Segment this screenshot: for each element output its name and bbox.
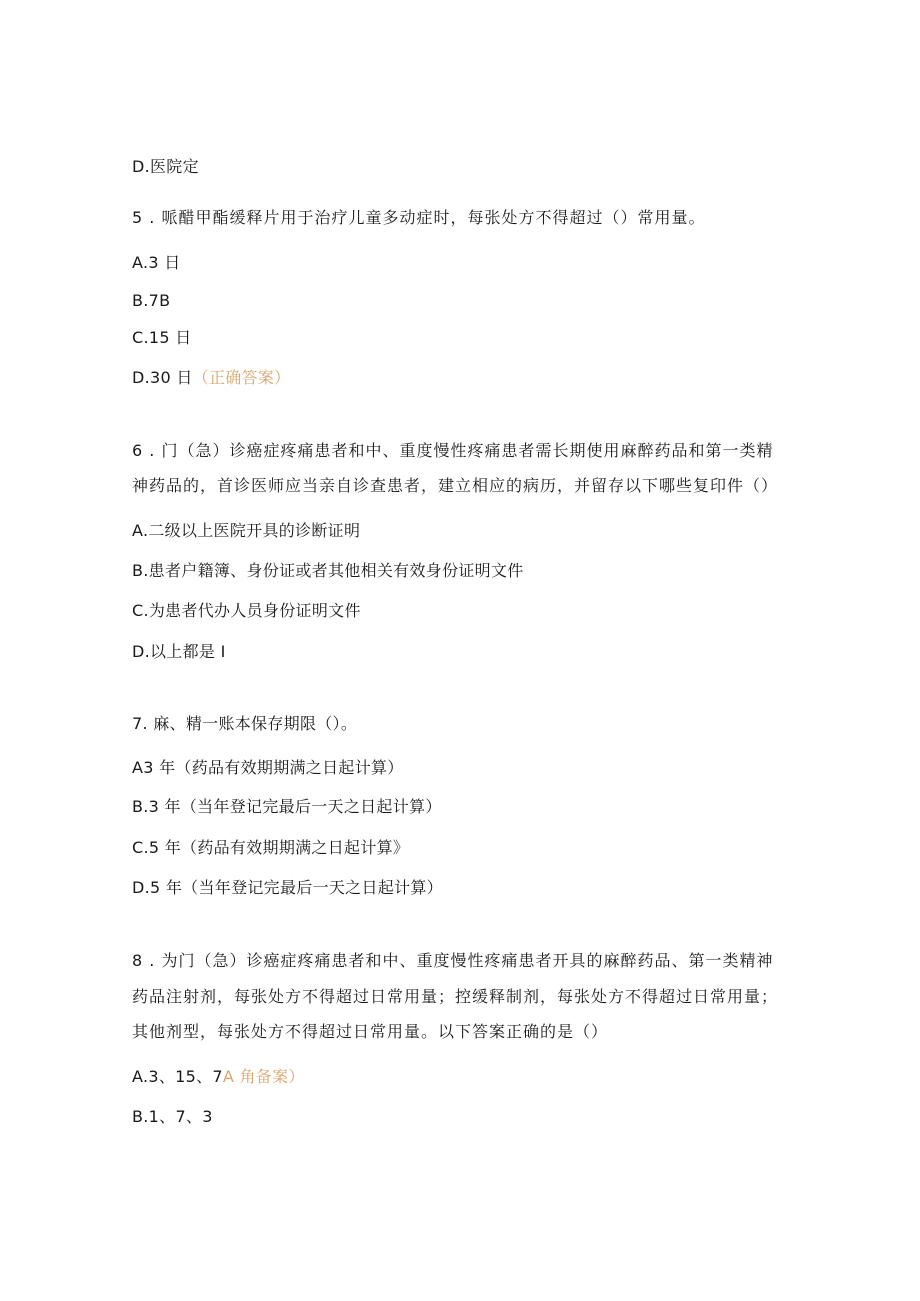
correct-answer-mark: （正确答案） <box>192 368 291 387</box>
q6-option-c: C.为患者代办人员身份证明文件 <box>132 601 361 620</box>
q8-question-line-3: 其他剂型，每张处方不得超过日常用量。以下答案正确的是（） <box>132 1022 609 1041</box>
q6-option-b: B.患者户籍簿、身份证或者其他相关有效身份证明文件 <box>132 561 524 580</box>
q7-option-b: B.3 年（当年登记完最后一天之日起计算） <box>132 797 442 816</box>
q8-option-a: A.3、15、7A 角备案） <box>132 1067 305 1086</box>
q5-option-c: C.15 日 <box>132 328 192 347</box>
q7-option-a: A3 年（药品有效期期满之日起计算） <box>132 758 404 777</box>
q6-option-d: D.以上都是 I <box>132 642 226 661</box>
q6-question-line-2: 神药品的，首诊医师应当亲自诊查患者，建立相应的病历，并留存以下哪些复印件（） <box>132 476 779 495</box>
q8-option-b: B.1、7、3 <box>132 1107 213 1126</box>
correct-answer-mark: A 角备案） <box>222 1067 305 1086</box>
q5-option-d: D.30 日（正确答案） <box>132 368 291 387</box>
q5-option-a: A.3 日 <box>132 253 181 272</box>
q6-option-a: A.二级以上医院开具的诊断证明 <box>132 521 361 540</box>
q8-question-line-1: 8 . 为门（急）诊癌症疼痛患者和中、重度慢性疼痛患者开具的麻醉药品、第一类精神 <box>132 951 774 970</box>
q6-question-line-1: 6 . 门（急）诊癌症疼痛患者和中、重度慢性疼痛患者需长期使用麻醉药品和第一类精 <box>132 441 774 460</box>
q7-question: 7. 麻、精一账本保存期限（）。 <box>132 714 358 733</box>
q5-option-b: B.7B <box>132 291 171 310</box>
q7-option-d: D.5 年（当年登记完最后一天之日起计算） <box>132 878 443 897</box>
q7-option-c: C.5 年（药品有效期期满之日起计算》 <box>132 838 410 857</box>
q8-question-line-2: 药品注射剂，每张处方不得超过日常用量；控缓释制剂，每张处方不得超过日常用量； <box>132 987 779 1006</box>
q5-question: 5 . 哌醋甲酯缓释片用于治疗儿童多动症时，每张处方不得超过（）常用量。 <box>132 208 706 227</box>
q4-option-d: D.医院定 <box>132 157 199 176</box>
